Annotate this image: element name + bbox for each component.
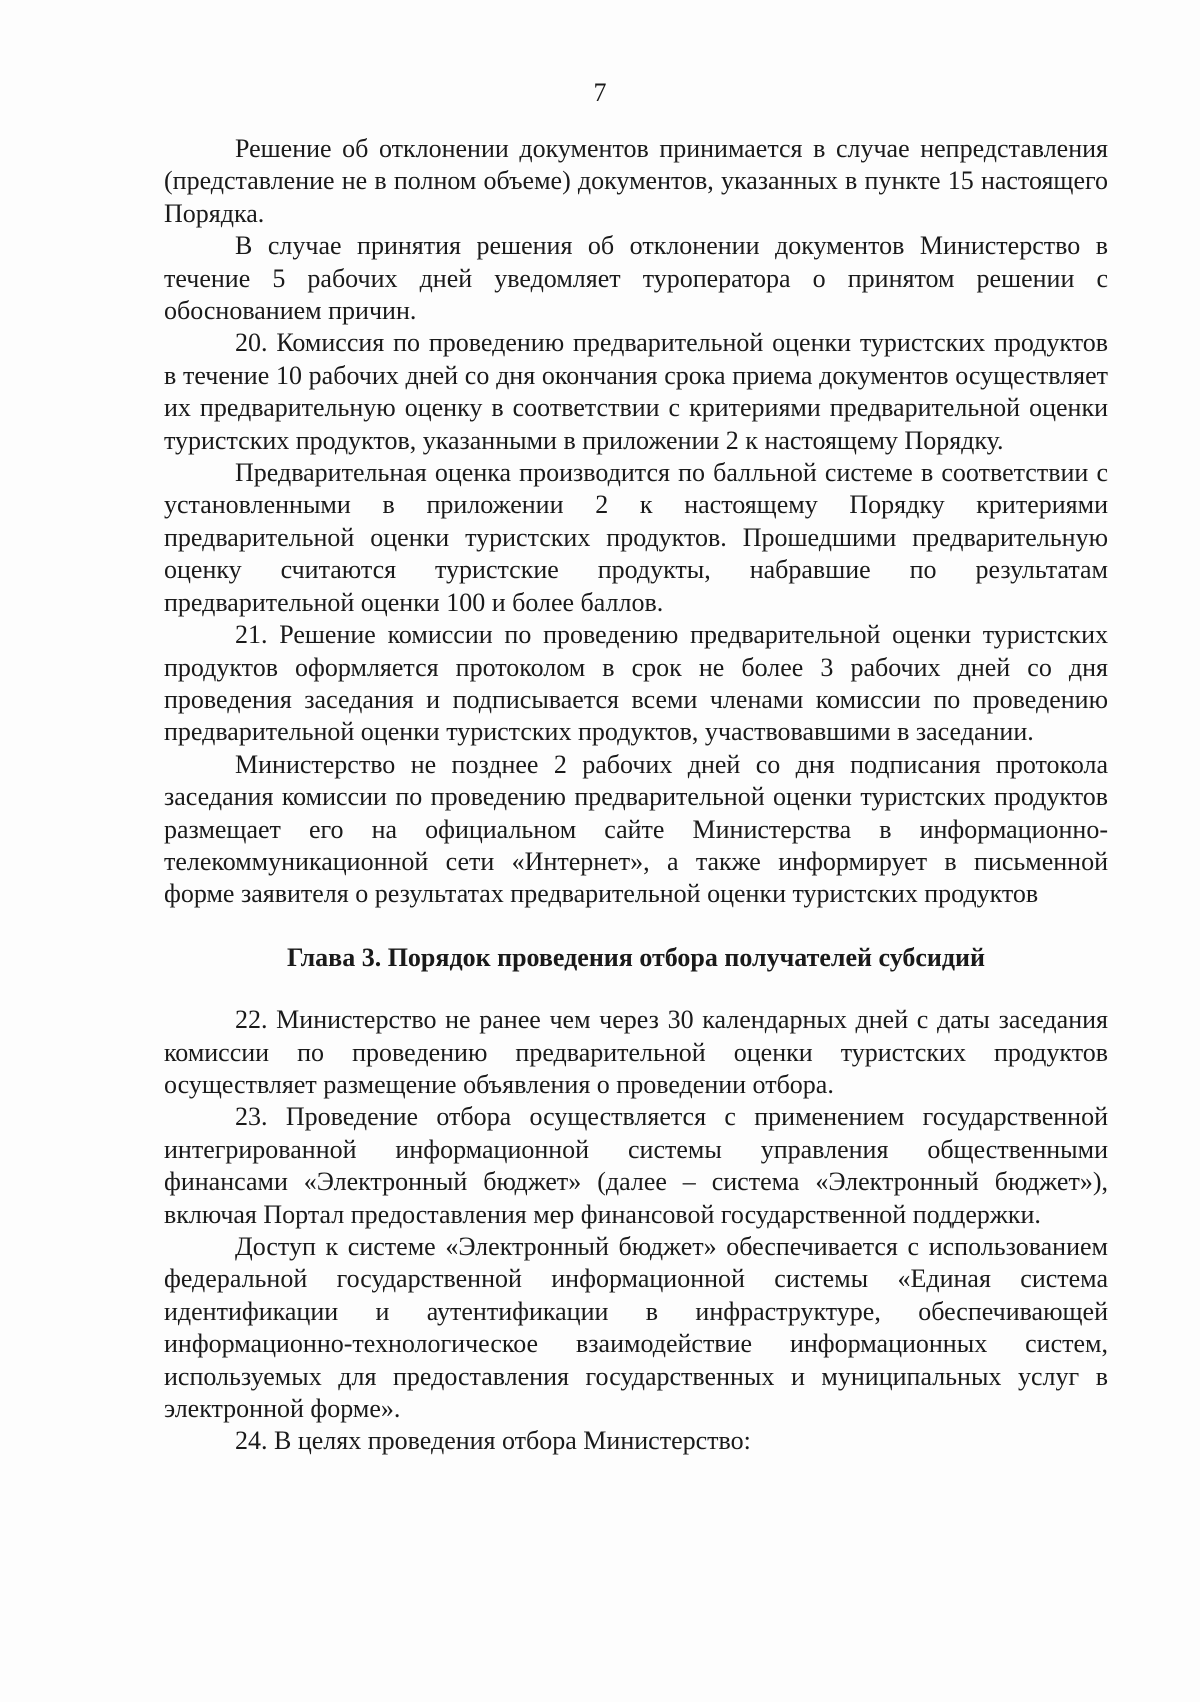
chapter-title: Глава 3. Порядок проведения отбора получателей субсидий (286, 942, 986, 972)
paragraph: 20. Комиссия по проведению предварительной оценки туристских продуктов в течение 10 рабочих дней со дня окончания срока приема документов осуществляет их предварительную оценку в соответствии с критериями предварительной оценки туристских продуктов, указанными в приложении 2 к настоящему Порядку. (164, 328, 1108, 455)
paragraph: 23. Проведение отбора осуществляется с применением государственной интегрированной информационной системы управления общественными финансами «Электронный бюджет» (далее – система «Электронный бюджет»), включая Портал предоставления мер финансовой государственной поддержки. (164, 1102, 1108, 1229)
paragraph: Доступ к системе «Электронный бюджет» обеспечивается с использованием федеральной государственной информационной системы «Единая система идентификации и аутентификации в инфраструктуре, обеспечивающей информационно-технологическое взаимодействие информационных систем, используемых для предоставления государственных и муниципальных услуг в электронной форме». (164, 1232, 1108, 1424)
page-number: 7 (593, 78, 607, 107)
paragraph: 21. Решение комиссии по проведению предварительной оценки туристских продуктов оформляется протоколом в срок не более 3 рабочих дней со дня проведения заседания и подписывается всеми членами комиссии по проведению предварительной оценки туристских продуктов, участвовавшими в заседании. (164, 620, 1108, 747)
paragraph: 22. Министерство не ранее чем через 30 календарных дней с даты заседания комиссии по проведению предварительной оценки туристских продуктов осуществляет размещение объявления о проведении отбора. (164, 1005, 1108, 1099)
paragraph: Министерство не позднее 2 рабочих дней со дня подписания протокола заседания комиссии по проведению предварительной оценки туристских продуктов размещает его на официальном сайте Министерства в информационно-телекоммуникационной сети «Интернет», а также информирует в письменной форме заявителя о результатах предварительной оценки туристских продуктов (164, 749, 1108, 909)
paragraph: 24. В целях проведения отбора Министерство: (235, 1426, 751, 1456)
paragraph: Решение об отклонении документов принимается в случае непредставления (представление не в полном объеме) документов, указанных в пункте 15 настоящего Порядка. (164, 134, 1108, 228)
paragraph: В случае принятия решения об отклонении документов Министерство в течение 5 рабочих дней уведомляет туроператора о принятом решении с обоснованием причин. (164, 231, 1108, 326)
document-body (164, 133, 1108, 1458)
paragraph: Предварительная оценка производится по балльной системе в соответствии с установленными в приложении 2 к настоящему Порядку критериями предварительной оценки туристских продуктов. Прошедшими предварительную оценку считаются туристские продукты, набравшие по результатам предварительной оценки 100 и более баллов. (164, 458, 1108, 617)
